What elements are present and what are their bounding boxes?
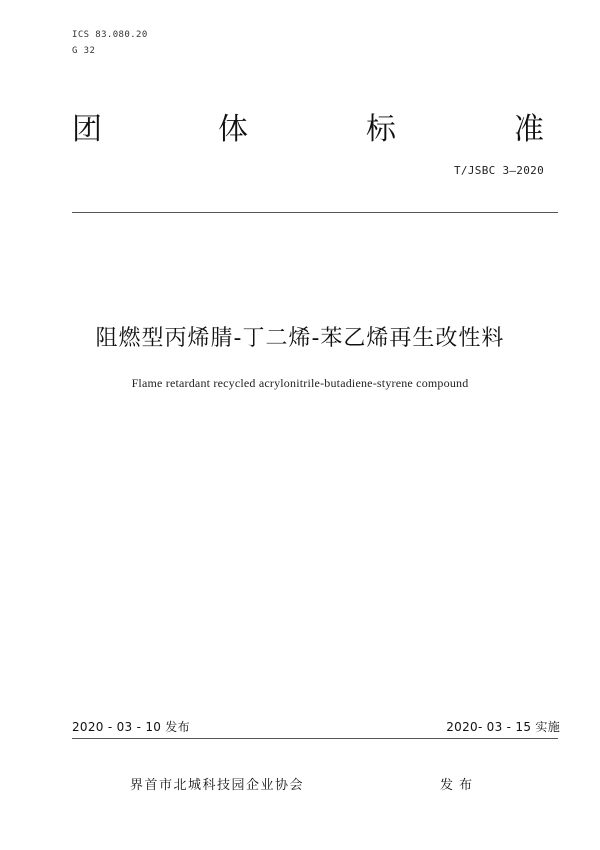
header-char-biao: 标 bbox=[366, 112, 396, 147]
standard-number: T/JSBC 3—2020 bbox=[454, 164, 544, 177]
header-char-ti: 体 bbox=[218, 112, 248, 147]
header-char-tuan: 团 bbox=[72, 112, 102, 147]
ccs-code: G 32 bbox=[72, 46, 96, 56]
title-english: Flame retardant recycled acrylonitrile-butadiene-styrene compound bbox=[131, 376, 469, 390]
issuer-name: 界首市北城科技园企业协会 bbox=[130, 778, 305, 793]
ics-code: ICS 83.080.20 bbox=[72, 30, 148, 40]
header-char-zhun: 准 bbox=[514, 112, 544, 147]
header-divider bbox=[72, 212, 558, 213]
publish-date: 2020 - 03 - 10 发布 bbox=[72, 720, 190, 734]
implement-date: 2020- 03 - 15 实施 bbox=[446, 720, 560, 734]
issue-label: 发布 bbox=[440, 778, 479, 793]
title-chinese: 阻燃型丙烯腈-丁二烯-苯乙烯再生改性料 bbox=[95, 326, 505, 351]
footer-divider bbox=[72, 738, 558, 739]
